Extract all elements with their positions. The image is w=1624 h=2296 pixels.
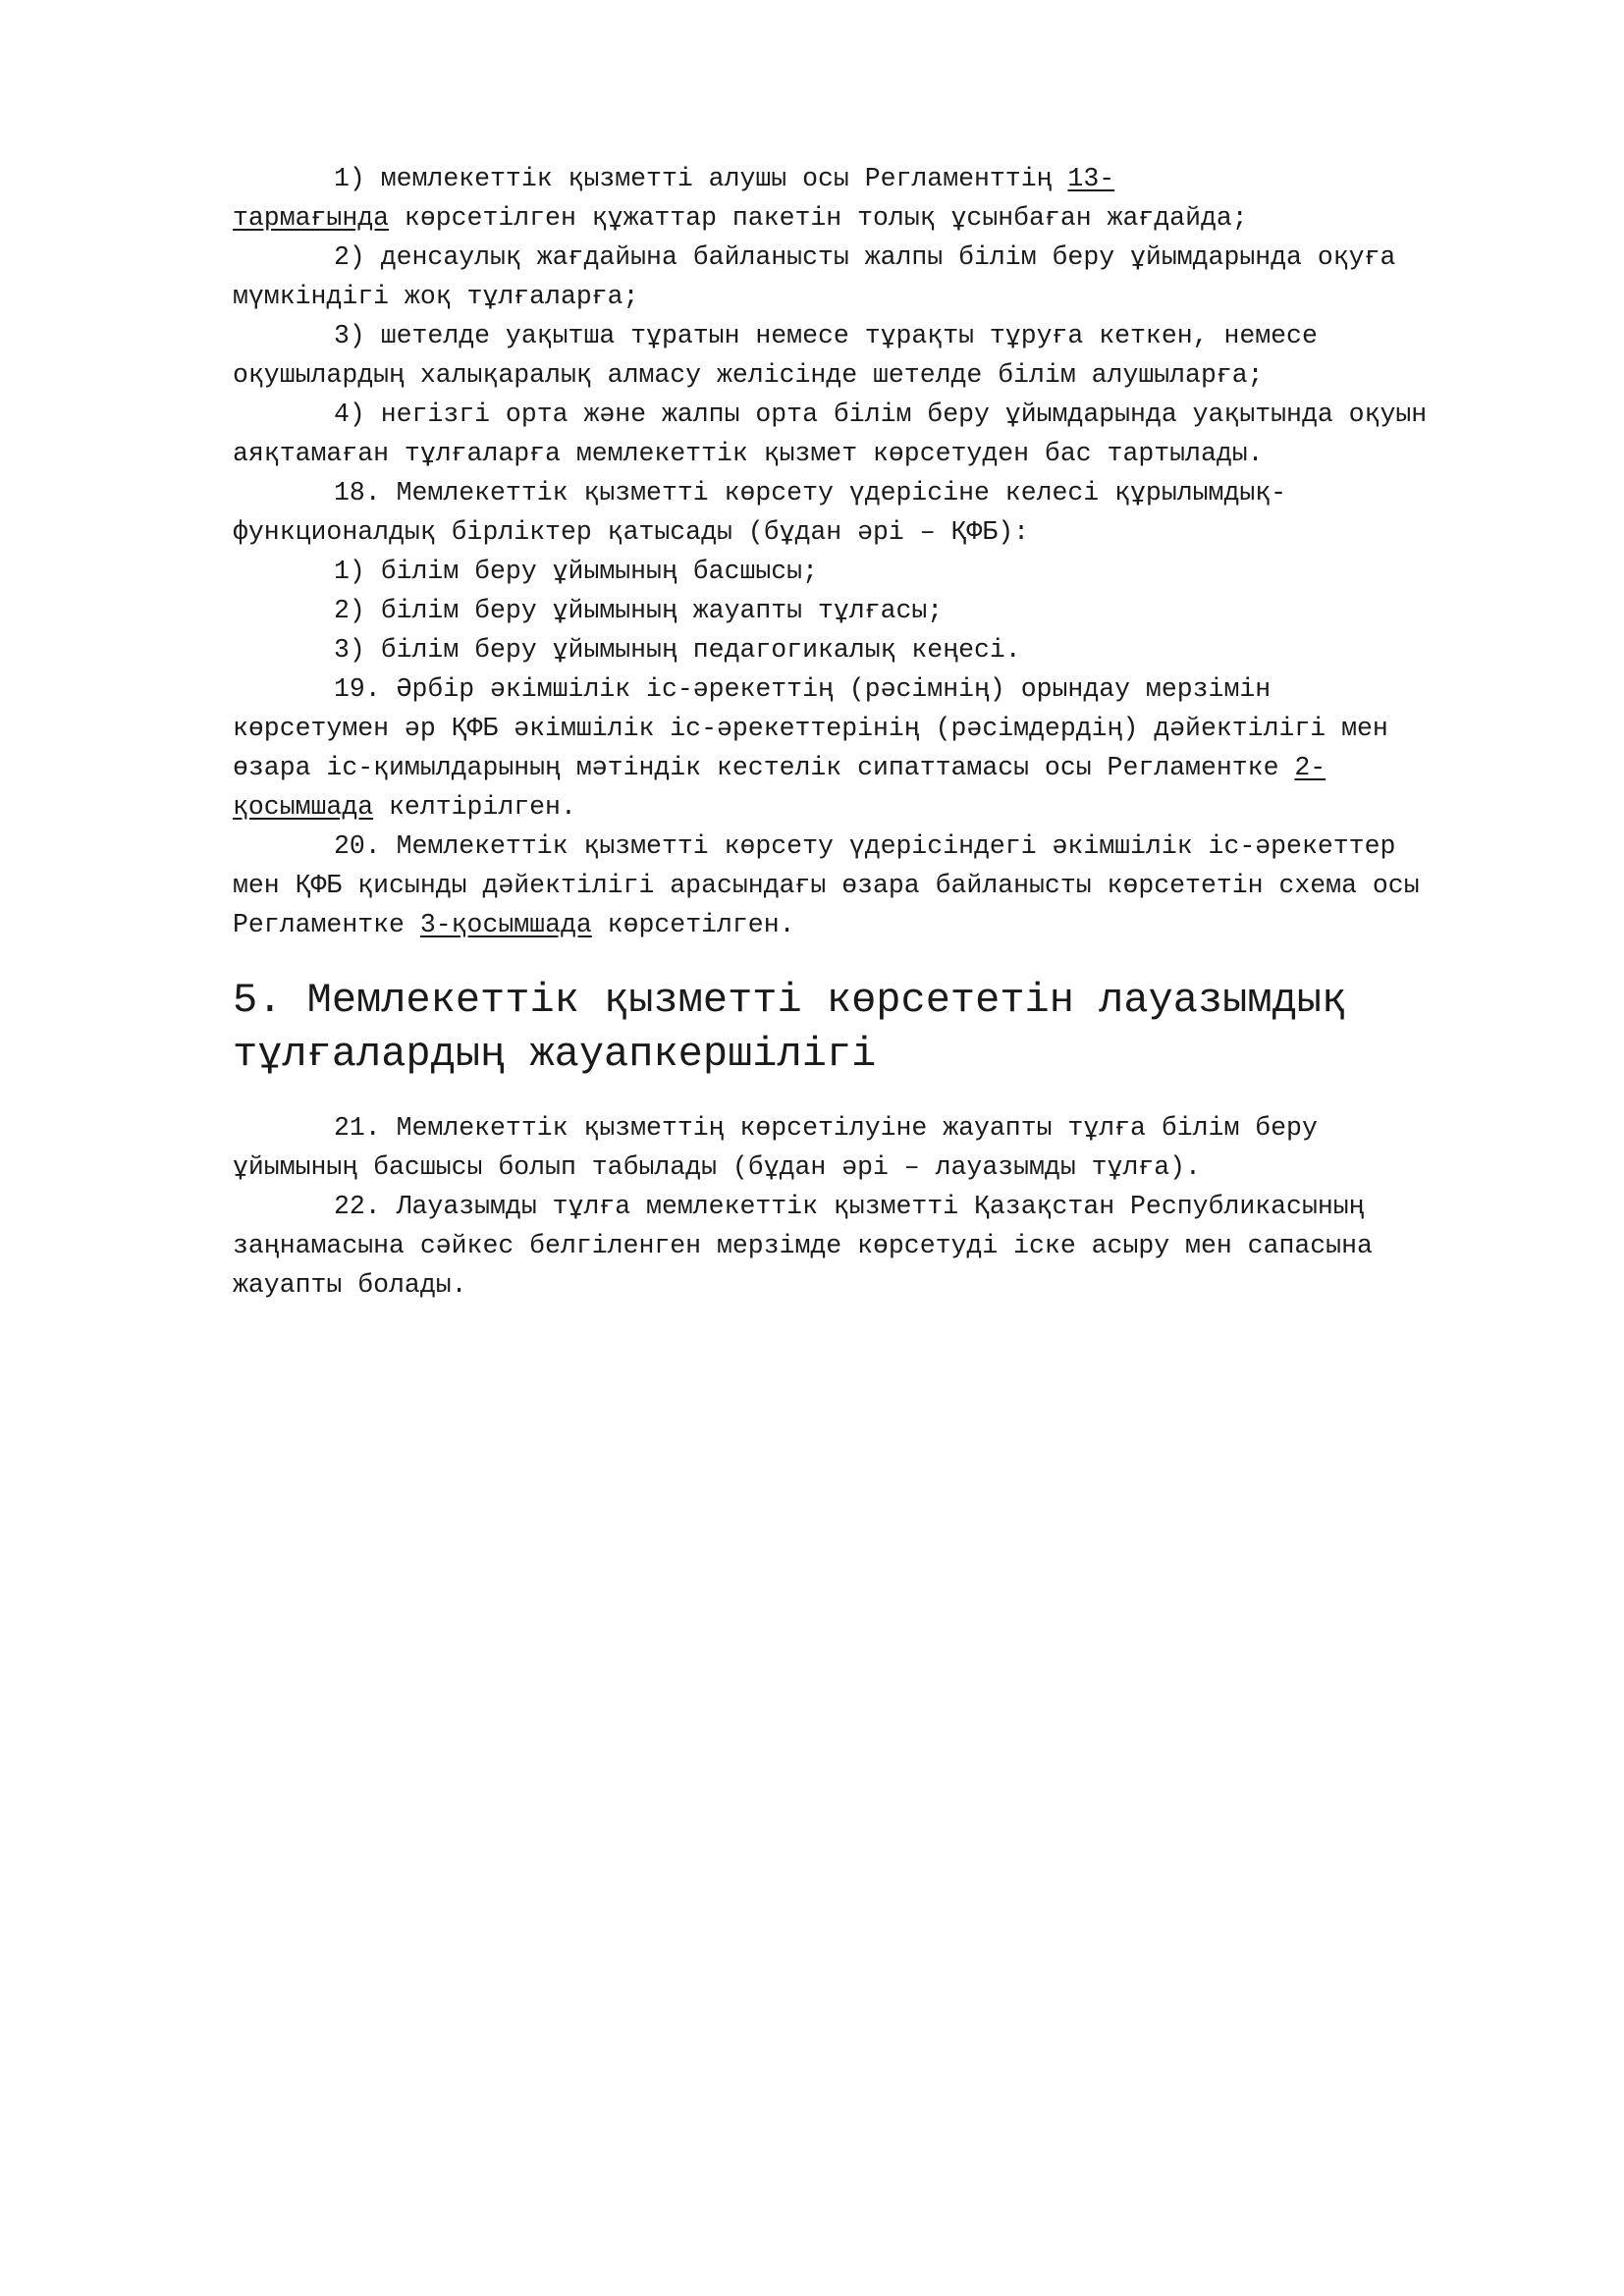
text-line: 21. Мемлекеттік қызметтің көрсетілуіне жауапты тұлға білім беру — [334, 1113, 1318, 1143]
link-item-13[interactable]: 13- — [1067, 164, 1115, 193]
text-line — [233, 159, 1509, 198]
section-heading — [233, 974, 1509, 1082]
text-line: көрсетумен әр ҚФБ әкімшілік іс-әрекеттерінің (рәсімдердің) дәйектілігі мен — [233, 714, 1388, 743]
text-line: мен ҚФБ қисынды дәйектілігі арасындағы өзара байланысты көрсететін схема осы — [233, 871, 1420, 900]
link-appendix-2[interactable]: 2- — [1294, 753, 1326, 782]
text-line — [233, 905, 1509, 944]
text-span: Регламентке — [233, 910, 420, 939]
text-line: мүмкіндігі жоқ тұлғаларға; — [233, 282, 639, 311]
text-line — [233, 748, 1509, 787]
document-page — [233, 159, 1509, 1305]
text-line: 18. Мемлекеттік қызметті көрсету үдерісіне келесі құрылымдық- — [334, 478, 1287, 507]
text-line: оқушылардың халықаралық алмасу желісінде шетелде білім алушыларға; — [233, 360, 1264, 390]
text-line — [233, 198, 1509, 238]
text-span: көрсетілген құжаттар пакетін толық ұсынбаған жағдайда; — [389, 203, 1248, 233]
text-span: өзара іс-қимылдарының мәтіндік кестелік сипаттамасы осы Регламентке — [233, 753, 1295, 782]
text-span: 1) мемлекеттік қызметті алушы осы Регламенттің — [334, 164, 1068, 193]
text-line: 19. Әрбір әкімшілік іс-әрекеттің (рәсімнің) орындау мерзімін — [334, 674, 1272, 704]
text-line: жауапты болады. — [233, 1270, 467, 1300]
text-line — [233, 787, 1509, 827]
link-appendix-3[interactable]: 3-қосымшада — [419, 910, 592, 939]
text-line: 3) білім беру ұйымының педагогикалық кеңесі. — [334, 635, 1021, 665]
link-appendix-2-cont[interactable]: қосымшада — [233, 792, 374, 822]
text-line: 2) денсаулық жағдайына байланысты жалпы білім беру ұйымдарында оқуға — [334, 242, 1396, 272]
text-line: 2) білім беру ұйымының жауапты тұлғасы; — [334, 596, 944, 625]
text-line: 3) шетелде уақытша тұратын немесе тұрақты тұруға кеткен, немесе — [334, 321, 1318, 350]
text-line: функционалдық бірліктер қатысады (бұдан әрі – ҚФБ): — [233, 517, 1030, 547]
text-line: 22. Лауазымды тұлға мемлекеттік қызметті Қазақстан Республикасының — [334, 1192, 1365, 1221]
link-item-13-cont[interactable]: тармағында — [233, 203, 390, 233]
text-line: ұйымының басшысы болып табылады (бұдан әрі – лауазымды тұлға). — [233, 1152, 1201, 1182]
text-line: 20. Мемлекеттік қызметті көрсету үдерісіндегі әкімшілік іс-әрекеттер — [334, 831, 1396, 861]
text-line: заңнамасына сәйкес белгіленген мерзімде көрсетуді іске асыру мен сапасына — [233, 1231, 1373, 1260]
text-span: келтірілген. — [373, 792, 576, 822]
text-line: аяқтамаған тұлғаларға мемлекеттік қызмет көрсетуден бас тартылады. — [233, 439, 1264, 468]
heading-line: 5. Мемлекеттік қызметті көрсететін лауазымдық — [233, 977, 1347, 1024]
text-line: 1) білім беру ұйымының басшысы; — [334, 557, 818, 586]
text-line: 4) негізгі орта және жалпы орта білім беру ұйымдарында уақытында оқуын — [334, 400, 1428, 429]
heading-line: тұлғалардың жауапкершілігі — [233, 1031, 877, 1078]
text-span: көрсетілген. — [591, 910, 795, 939]
